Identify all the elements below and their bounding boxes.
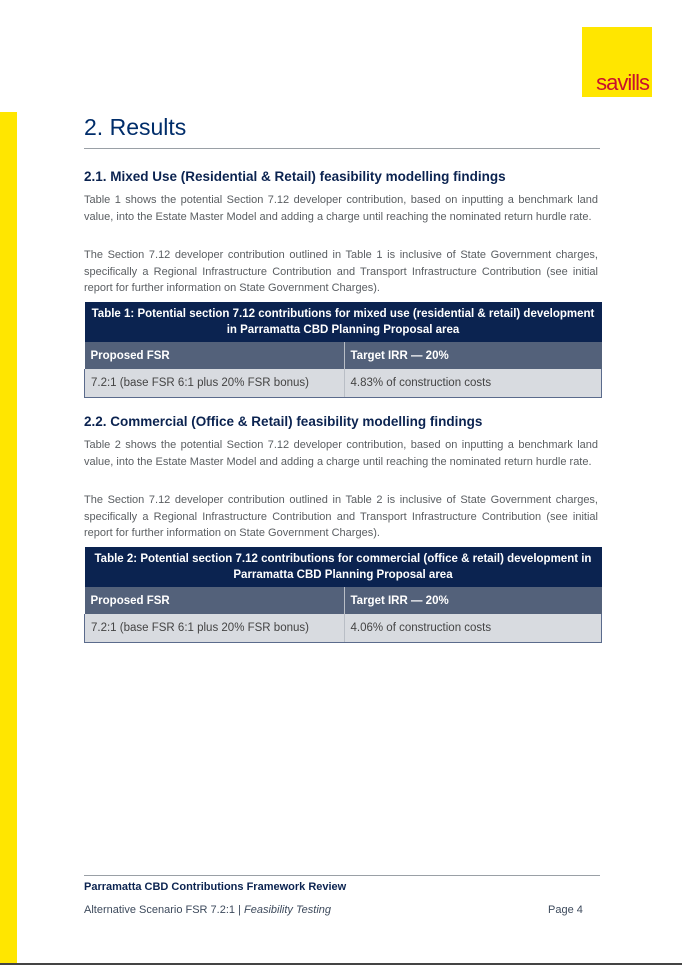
table-1 — [84, 302, 602, 398]
footer-divider — [84, 875, 600, 876]
footer-subtitle-italic: Feasibility Testing — [244, 904, 332, 916]
page-heading — [84, 114, 186, 141]
heading-title: Results — [109, 114, 187, 140]
logo-text: savills — [596, 70, 649, 95]
table-1-header-row — [85, 342, 602, 369]
footer-subtitle — [84, 904, 331, 916]
section-2-paragraph-2: The Section 7.12 developer contribution outlined in Table 2 is inclusive of State Government charges, specifically a Regional Infrastructure Contribution and Transport Infrastructure Contribution (see initial report for further information on State Government Charges). — [84, 494, 598, 539]
section-1-paragraph-1: Table 1 shows the potential Section 7.12 developer contribution, based on inputting a benchmark land value, into the Estate Master Model and adding a charge until reaching the nominated return hurdle rate. — [84, 194, 598, 223]
table-2-cell-fsr: 7.2:1 (base FSR 6:1 plus 20% FSR bonus) — [85, 614, 345, 643]
section-1-paragraph-2: The Section 7.12 developer contribution outlined in Table 1 is inclusive of State Government charges, specifically a Regional Infrastructure Contribution and Transport Infrastructure Contribution (see initial report for further information on State Government Charges). — [84, 249, 598, 294]
table-1-header-irr: Target IRR — 20% — [344, 342, 602, 369]
heading-divider — [84, 148, 600, 149]
table-1-caption: Table 1: Potential section 7.12 contributions for mixed use (residential & retail) development in Parramatta CBD Planning Proposal area — [85, 302, 602, 342]
table-1-cell-contribution: 4.83% of construction costs — [344, 369, 602, 398]
table-1-header-fsr: Proposed FSR — [85, 342, 345, 369]
table-row — [85, 369, 602, 398]
table-row — [85, 614, 602, 643]
section-2-title: 2.2. Commercial (Office & Retail) feasibility modelling findings — [84, 414, 483, 429]
yellow-side-bar — [0, 112, 17, 965]
table-2-cell-contribution: 4.06% of construction costs — [344, 614, 602, 643]
table-2-caption: Table 2: Potential section 7.12 contributions for commercial (office & retail) development in Parramatta CBD Planning Proposal area — [85, 547, 602, 587]
table-2-header-fsr: Proposed FSR — [85, 587, 345, 614]
table-2 — [84, 547, 602, 643]
section-2-paragraph-1: Table 2 shows the potential Section 7.12 developer contribution, based on inputting a benchmark land value, into the Estate Master Model and adding a charge until reaching the nominated return hurdle rate. — [84, 439, 598, 468]
table-1-cell-fsr: 7.2:1 (base FSR 6:1 plus 20% FSR bonus) — [85, 369, 345, 398]
section-1-title: 2.1. Mixed Use (Residential & Retail) feasibility modelling findings — [84, 169, 506, 184]
heading-number: 2. — [84, 114, 104, 140]
savills-logo — [582, 27, 652, 97]
table-2-header-row — [85, 587, 602, 614]
footer-title: Parramatta CBD Contributions Framework Review — [84, 881, 347, 893]
page-number: Page 4 — [548, 904, 583, 916]
table-2-header-irr: Target IRR — 20% — [344, 587, 602, 614]
footer-subtitle-plain: Alternative Scenario FSR 7.2:1 | — [84, 904, 244, 916]
